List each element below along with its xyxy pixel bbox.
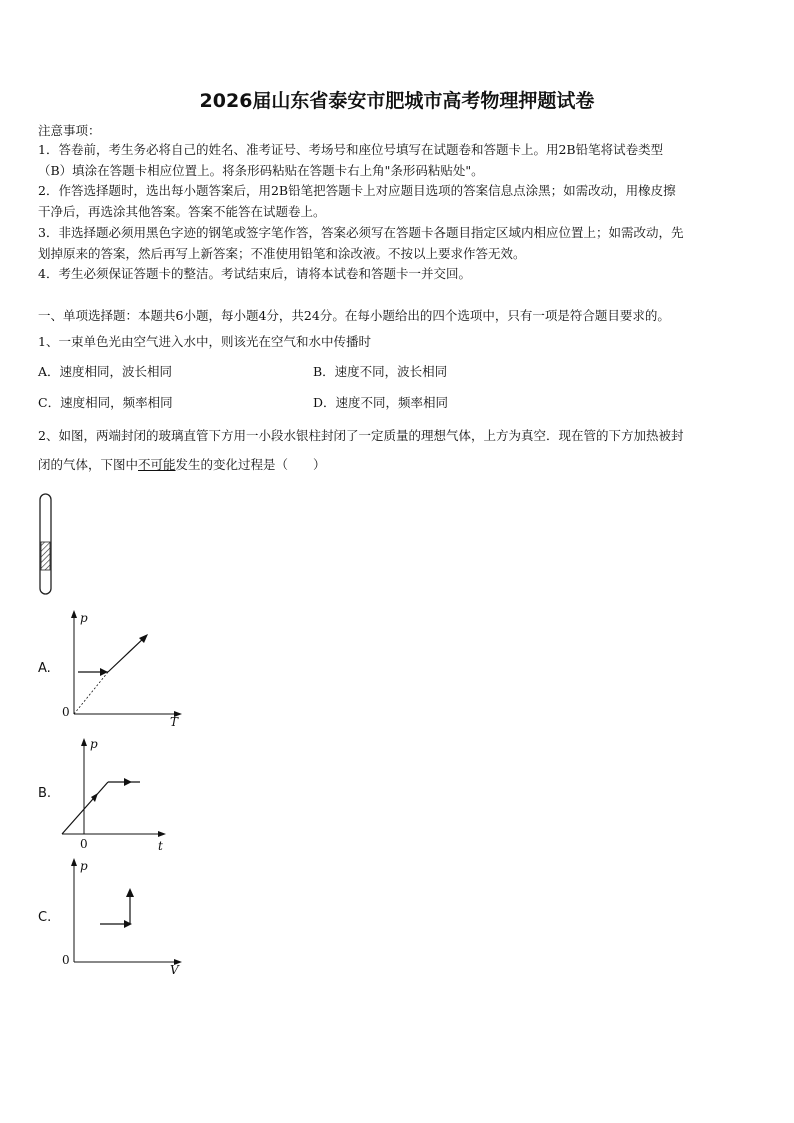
section-heading: 一、单项选择题：本题共6小题，每小题4分，共24分。在每小题给出的四个选项中，只有一项是符合题目要求的。 xyxy=(38,308,670,323)
question-1-stem: 1、一束单色光由空气进入水中，则该光在空气和水中传播时 xyxy=(38,334,371,349)
notice-heading: 注意事项： xyxy=(38,123,101,138)
graph-a-ylabel: p xyxy=(80,611,88,625)
graph-c-origin: 0 xyxy=(62,953,70,967)
graph-b-ylabel: p xyxy=(90,737,98,751)
graph-a-origin: 0 xyxy=(62,705,70,719)
notice-line: 干净后，再选涂其他答案。答案不能答在试题卷上。 xyxy=(38,204,326,219)
graph-b-label: B. xyxy=(38,786,52,801)
glass-tube-figure xyxy=(34,490,58,598)
q1-option-b: B．速度不同，波长相同 xyxy=(313,364,448,379)
graph-c-ylabel: p xyxy=(80,859,88,873)
q1-option-c: C．速度相同，频率相同 xyxy=(38,395,173,410)
graph-c-xlabel: V xyxy=(170,963,179,977)
page-title: 2026届山东省泰安市肥城市高考物理押题试卷 xyxy=(199,90,595,112)
graph-c-label: C. xyxy=(38,910,52,925)
graph-a xyxy=(60,608,190,728)
notice-line: 3．非选择题必须用黑色字迹的钢笔或签字笔作答，答案必须写在答题卡各题目指定区域内相应位置上；如需改动，先 xyxy=(38,225,684,240)
emphasis-not-possible: 不可能 xyxy=(138,457,176,472)
graph-c xyxy=(60,856,190,978)
notice-line: 划掉原来的答案，然后再写上新答案；不准使用铅笔和涂改液。不按以上要求作答无效。 xyxy=(38,246,526,261)
notice-line: （B）填涂在答题卡相应位置上。将条形码粘贴在答题卡右上角"条形码粘贴处"。 xyxy=(38,163,484,178)
graph-a-label: A. xyxy=(38,661,51,676)
notice-line: 1．答卷前，考生务必将自己的姓名、准考证号、考场号和座位号填写在试题卷和答题卡上。用2B铅笔将试卷类型 xyxy=(38,142,664,157)
graph-a-xlabel: T xyxy=(170,715,179,728)
q1-option-a: A．速度相同，波长相同 xyxy=(38,364,173,379)
question-2-stem-line1: 2、如图，两端封闭的玻璃直管下方用一小段水银柱封闭了一定质量的理想气体，上方为真空．现在管的下方加热被封 xyxy=(38,428,684,443)
graph-b-xlabel: t xyxy=(158,839,163,853)
notice-line: 4．考生必须保证答题卡的整洁。考试结束后，请将本试卷和答题卡一并交回。 xyxy=(38,266,471,281)
question-2-stem-line2: 闭的气体，下图中不可能发生的变化过程是（ ） xyxy=(38,457,326,472)
graph-b xyxy=(58,736,182,854)
mercury-column xyxy=(41,542,50,570)
notice-line: 2．作答选择题时，选出每小题答案后，用2B铅笔把答题卡上对应题目选项的答案信息点涂黑；如需改动，用橡皮擦 xyxy=(38,183,676,198)
graph-b-origin: 0 xyxy=(80,837,88,851)
q1-option-d: D．速度不同，频率相同 xyxy=(313,395,449,410)
